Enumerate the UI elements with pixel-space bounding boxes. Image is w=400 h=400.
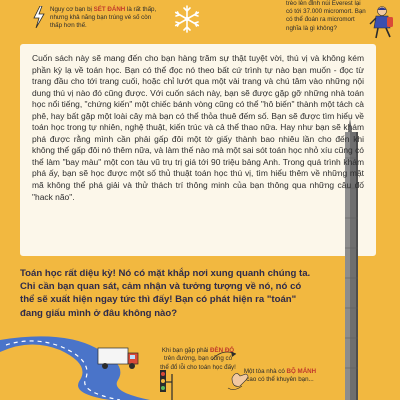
- everest-fact-line4: nghĩa là gì không?: [286, 24, 337, 32]
- snowflake-icon: [172, 4, 202, 34]
- building-fact-post: cao có thể khuyên bạn...: [246, 376, 314, 384]
- lightning-fact-highlight: SÉT ĐÁNH: [93, 6, 126, 13]
- everest-fact-line3: có thể đoán ra micromort: [286, 16, 355, 24]
- building-fact-pre: Một tòa nhà có: [243, 368, 287, 375]
- building-fact: [240, 368, 320, 385]
- traffic-light-fact: [160, 347, 236, 372]
- traffic-light-icon: [160, 370, 172, 400]
- intro-paragraph: Toán học rất diệu kỳ! Nó có mặt khắp nơi xung quanh chúng ta. Chỉ cần bạn quan sát, cảm nhận và tưởng tượng về nó, nó có thể sẽ xuất hiện ngay tức thì đấy! Bạn có phát hiện ra "toán" đang giấu mình ở đâu không nào?: [20, 268, 311, 319]
- lightning-fact-pre: Nguy cơ bạn bị: [50, 6, 94, 13]
- everest-fact-line1: trèo lên đỉnh núi Everest lại: [286, 0, 361, 7]
- traffic-light-fact-pre: Khi bạn gặp phải: [161, 347, 211, 354]
- everest-fact: [286, 0, 376, 33]
- everest-fact-line2: có tới 37.000 micromort. Bạn: [286, 8, 366, 16]
- lightning-fact-post: là rất thấp, nhưng khả năng bạn trúng vé số còn thấp hơn thế.: [50, 6, 157, 30]
- climber-illustration: [368, 4, 398, 40]
- card-body-text: Cuốn sách này sẽ mang đến cho bạn hàng trăm sự thật tuyệt vời, thú vị và không kém phần kỳ lạ về toán học. Bạn có thể đọc nó theo bất cứ trình tự nào bạn muốn - đọc từ trang đầu cho tới trang cuối, hoặc chỉ lướt qua một vài trang và chú tâm vào những nội dung thú vị nào đó cũng được. Với cuốn sách này, bạn sẽ được gặp gỡ những nhà toán học nổi tiếng, "chứng kiến" một chiếc bánh vòng cũng có thể "hô biến" thành một tách cà phê, hay bất gặp một loài cây mà bạn có thể thỏa thuê đếm số. Bạn sẽ được tìm hiểu về toán học trong tự nhiên, nghệ thuật, kiến trúc và cả thể thao nữa. Hay như bạn sẽ khám phá được rằng mình cần phải gấp đôi một tờ giấy thành bao nhiêu lần cho đến khi không thể gấp đôi nó thêm nữa, và làm thế nào mà một sai sót toán học nhỏ xíu cũng có thể làm "bay màu" một con tàu vũ trụ trị giá tới 90 triệu bảng Anh. Trong quá trình khám phá ấy, bạn sẽ học được một số thủ thuật toán học thú vị, tìm hiểu thêm về những mật mã không thể phá giải và thử thách trí thông minh của bạn thông qua những câu đố "hack não".: [32, 53, 364, 202]
- lightning-fact: [50, 6, 158, 31]
- traffic-light-fact-highlight: ĐÈN ĐỎ: [210, 347, 235, 354]
- building-fact-highlight: BỘ MẢNH: [286, 368, 317, 375]
- lightning-bolt-icon: [32, 6, 46, 28]
- traffic-light-fact-post: trên đường, bạn cũng có thể đổ lỗi cho toán học đấy!: [160, 355, 236, 371]
